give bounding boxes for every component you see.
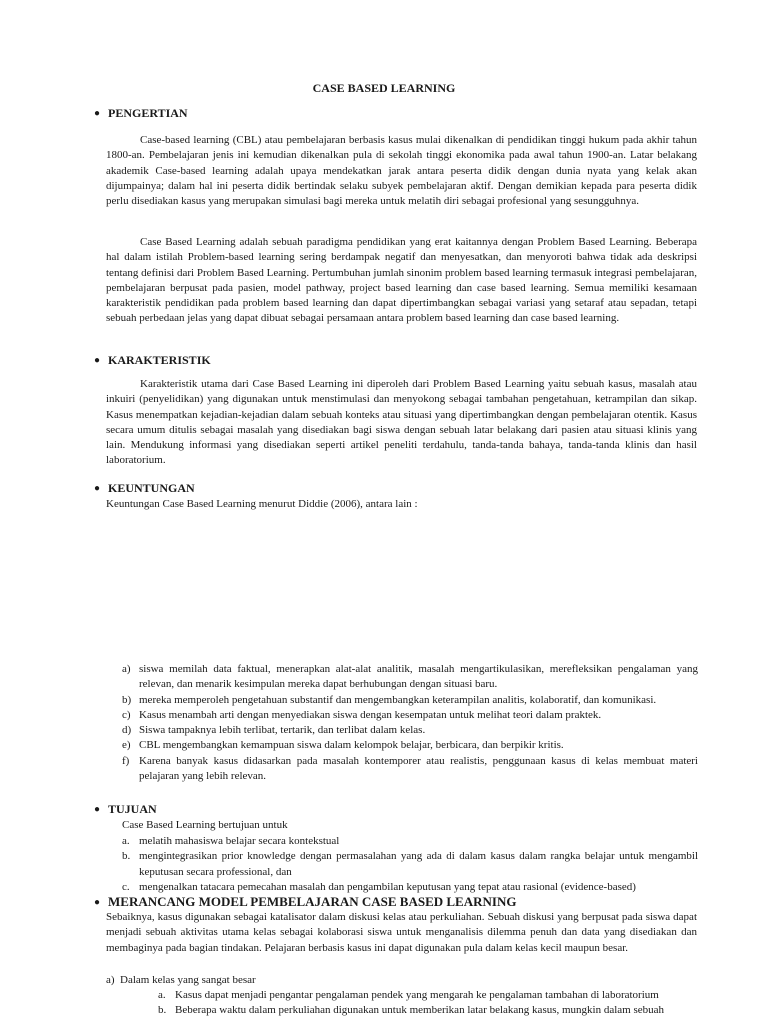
list-item-text: siswa memilah data faktual, menerapkan alat-alat analitik, masalah mengartikulasikan, merefleksikan pengalaman yang relevan, dan menarik kesimpulan mereka dapat berhubungan dengan situasi baru. <box>139 663 698 691</box>
heading-text: KEUNTUNGAN <box>108 481 195 495</box>
section-heading-tujuan <box>94 802 157 817</box>
list-marker: b) <box>122 693 132 706</box>
list-marker: d) <box>122 724 132 737</box>
merancang-sub-item <box>106 973 256 988</box>
list-marker: e) <box>122 739 131 752</box>
list-item <box>158 1003 698 1018</box>
heading-text: TUJUAN <box>108 802 157 816</box>
list-item <box>122 849 698 880</box>
list-item <box>122 693 698 708</box>
paragraph-pengertian-1: Case-based learning (CBL) atau pembelajaran berbasis kasus mulai dikenalkan di pendidikan tinggi hukum pada akhir tahun 1800-an. Pembelajaran jenis ini kemudian dikenalkan pula di sekolah tinggi ekonomika pada awal tahun 1900-an. Latar belakang akademik Case-based learning adalah upaya mendekatkan jarak antara peserta didik dengan dunia nyata yang kelak akan dijumpainya; dalam hal ini peserta didik bertindak selaku subyek pembelajaran aktif. Dengan demikian kepada para peserta didik perlu disediakan kasus yang merupakan simulasi bagi mereka untuk melatih diri sebagai profesional yang sesungguhnya. <box>106 134 697 208</box>
merancang-sub-list <box>158 988 698 1019</box>
list-item-text: mengintegrasikan prior knowledge dengan permasalahan yang ada di dalam kasus dalam rangka belajar untuk mengambil keputusan secara professional, dan <box>139 850 698 878</box>
paragraph-pengertian-2: Case Based Learning adalah sebuah paradigma pendidikan yang erat kaitannya dengan Problem Based Learning. Beberapa hal dalam istilah Problem-based learning sering berdampak negatif dan menyesatkan, dan menyoroti bahwa tidak ada deskripsi tentang definisi dari Problem Based Learning. Pertumbuhan jumlah sinonim problem based learning termasuk integrasi pembelajaran, pembelajaran berpusat pada pasien, model pathway, project based learning dan case based learning. Semua memiliki kesamaan karakteristik pendidikan pada problem based learning dan dapat dipertimbangkan sebagai variasi yang setaraf atau sepadan, tetapi sebuah perbedaan jelas yang dapat dibuat sebagai persamaan antara problem based learning dan case based learning. <box>106 236 697 325</box>
section-heading-keuntungan <box>94 481 195 496</box>
heading-text: KARAKTERISTIK <box>108 353 211 367</box>
list-marker: f) <box>122 754 130 767</box>
keuntungan-intro: Keuntungan Case Based Learning menurut Diddie (2006), antara lain : <box>106 498 418 510</box>
list-marker: a) <box>122 663 131 675</box>
list-marker: c. <box>122 880 130 893</box>
tujuan-list <box>122 834 698 895</box>
paragraph-merancang: Sebaiknya, kasus digunakan sebagai katalisator dalam diskusi kelas atau perkuliahan. Sebuah diskusi yang berpusat pada siswa dapat menjadi sebuah aktivitas utama kelas sebagai kolaborasi siswa untuk menganalisis dilemma penuh dan data yang disediakan dan membaginya pada bagian tindakan. Pelajaran berbasis kasus ini dapat digunakan pula dalam kelas kecil maupun besar. <box>106 911 697 954</box>
list-item-text: Kasus dapat menjadi pengantar pengalaman pendek yang mengarah ke pengalaman tambahan di laboratorium <box>175 989 659 1001</box>
list-marker: c) <box>122 708 131 721</box>
list-item <box>122 723 698 738</box>
keuntungan-list <box>122 662 698 784</box>
list-item-text: Siswa tampaknya lebih terlibat, tertarik, dan terlibat dalam kelas. <box>139 724 426 737</box>
list-item-text: CBL mengembangkan kemampuan siswa dalam kelompok belajar, berbicara, dan berpikir kritis. <box>139 739 564 752</box>
list-item <box>122 754 698 785</box>
list-marker: a. <box>158 989 166 1001</box>
bullet-icon: ● <box>94 355 101 366</box>
list-item <box>122 880 698 895</box>
list-item-text: Kasus menambah arti dengan menyediakan siswa dengan kesempatan untuk melihat teori dalam praktek. <box>139 708 602 721</box>
list-marker: b. <box>158 1004 167 1017</box>
bullet-icon: ● <box>94 108 101 119</box>
list-item <box>122 834 698 849</box>
sub-marker: a) <box>106 974 115 986</box>
bullet-icon: ● <box>94 483 101 494</box>
heading-text: PENGERTIAN <box>108 106 188 120</box>
heading-text: MERANCANG MODEL PEMBELAJARAN CASE BASED LEARNING <box>108 894 517 909</box>
list-item-text: Beberapa waktu dalam perkuliahan digunakan untuk memberikan latar belakang kasus, mungkin dalam sebuah <box>175 1004 665 1017</box>
list-item-text: mereka memperoleh pengetahuan substantif dan mengembangkan keterampilan analitis, kolaboratif, dan komunikasi. <box>139 693 657 706</box>
list-marker: a. <box>122 835 130 847</box>
tujuan-intro: Case Based Learning bertujuan untuk <box>122 819 288 831</box>
list-item-text: Karena banyak kasus didasarkan pada masalah kontemporer atau realistis, penggunaan kasus di kelas membuat materi pelajaran yang lebih relevan. <box>139 754 698 783</box>
list-item-text: melatih mahasiswa belajar secara kontekstual <box>139 835 340 847</box>
list-item <box>122 662 698 693</box>
list-item <box>122 708 698 723</box>
section-heading-karakteristik <box>94 353 211 368</box>
list-item <box>122 738 698 753</box>
document-title: CASE BASED LEARNING <box>312 81 456 95</box>
bullet-icon: ● <box>94 897 101 908</box>
list-item <box>158 988 698 1003</box>
bullet-icon: ● <box>94 804 101 815</box>
paragraph-karakteristik: Karakteristik utama dari Case Based Learning ini diperoleh dari Problem Based Learning yaitu sebuah kasus, masalah atau inkuiri (penyelidikan) yang digunakan untuk menstimulasi dan menyokong sebagai tambahan pengetahuan, ketrampilan dan sikap. Kasus menempatkan kejadian-kejadian dalam sebuah konteks atau situasi yang dipertimbangkan dengan pembelajaran otentik. Kasus secara umum ditulis sebagai masalah yang disediakan bagi siswa dengan sebuah latar belakang dari pasien atau situasi klinis yang lain. Mendukung informasi yang disediakan seperti artikel peneliti terdahulu, tanda-tanda bahaya, tanda-tanda klinis dan hasil laboratorium. <box>106 378 697 467</box>
sub-label: Dalam kelas yang sangat besar <box>120 974 256 986</box>
list-item-text: mengenalkan tatacara pemecahan masalah dan pengambilan keputusan yang tepat atau rasional (evidence-based) <box>139 880 636 893</box>
list-marker: b. <box>122 850 131 863</box>
section-heading-merancang <box>94 894 516 910</box>
section-heading-pengertian <box>94 106 188 121</box>
